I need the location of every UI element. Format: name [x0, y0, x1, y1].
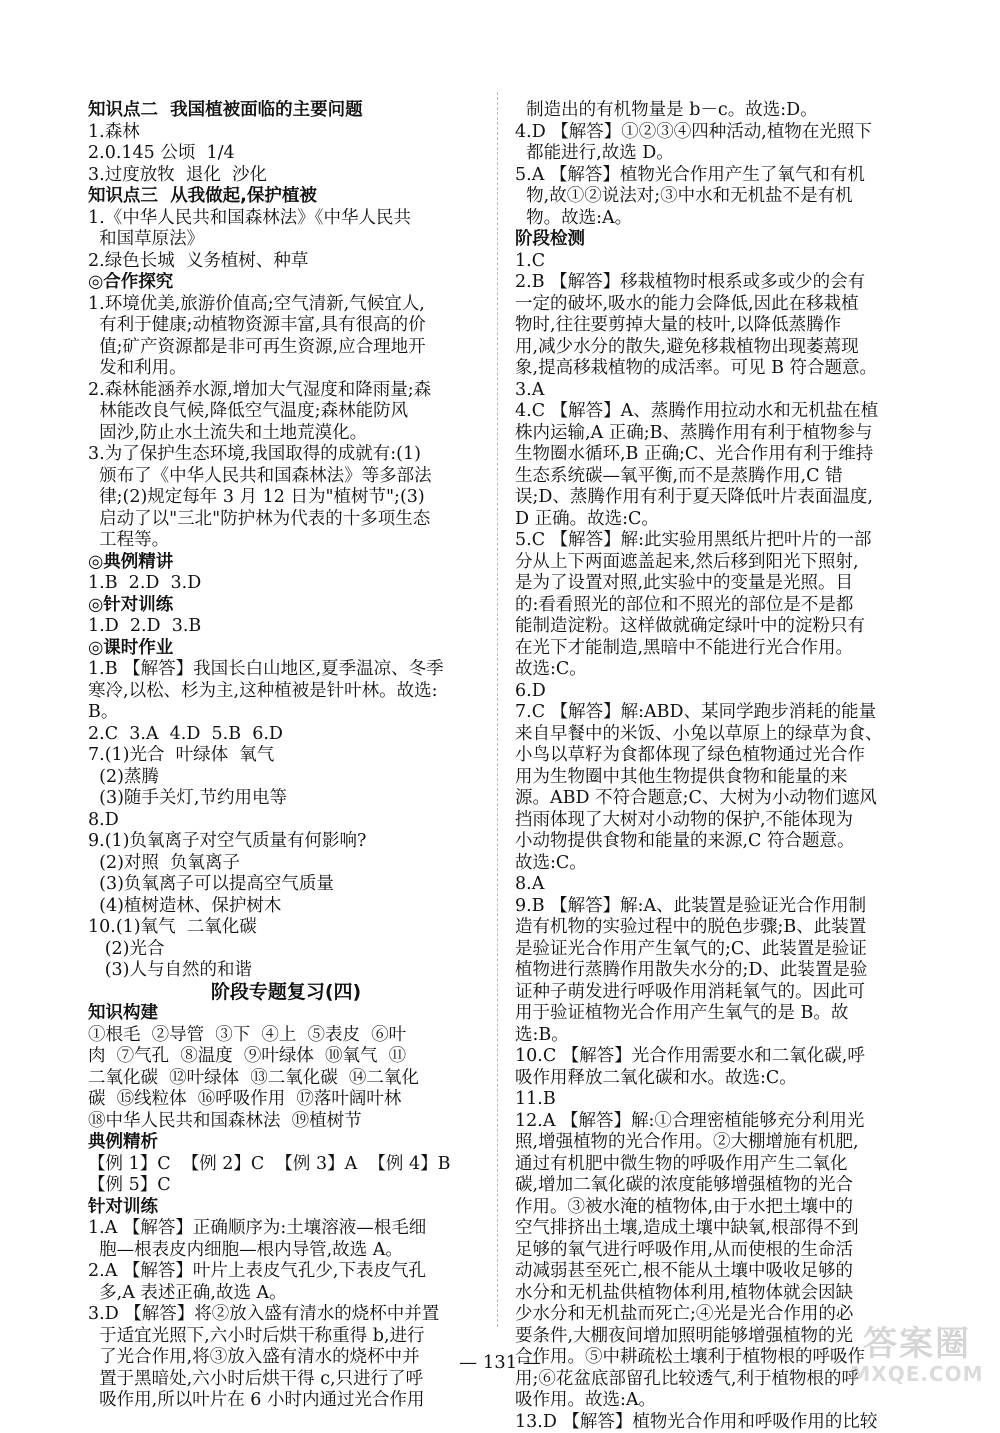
text-line: 少水分和无机盐而死亡;④光是光合作用的必 [515, 1304, 915, 1326]
text-line: 胞—根表皮内细胞—根内导管,故选 A。 [88, 1240, 484, 1262]
text-line: 用;⑥花盆底部留孔比较透气,利于植物根的呼 [515, 1369, 915, 1391]
text-line: 2.0.145 公顷 1/4 [88, 143, 484, 165]
text-line: 小动物提供食物和能量的来源,C 符合题意。 [515, 831, 915, 853]
section-heading: 针对训练 [88, 1197, 484, 1219]
text-line: 是为了设置对照,此实验中的变量是光照。目 [515, 573, 915, 595]
text-line: 1.A 【解答】正确顺序为:土壤溶液—根毛细 [88, 1218, 484, 1240]
text-line: 固沙,防止水土流失和土地荒漠化。 [88, 423, 484, 445]
chapter-title: 阶段专题复习(四) [88, 982, 484, 1004]
text-line: 用于验证植物光合作用产生氧气的是 B。故 [515, 1003, 915, 1025]
text-line: 挡雨体现了大树对小动物的保护,不能体现为 [515, 810, 915, 832]
watermark-mark: 答案圈 [842, 1326, 992, 1362]
text-line: 证种子萌发进行呼吸作用消耗氧气的。因此可 [515, 982, 915, 1004]
text-line: 物。故选:A。 [515, 208, 915, 230]
text-line: 1.D 2.D 3.B [88, 616, 484, 638]
text-line: 小鸟以草籽为食都体现了绿色植物通过光合作 [515, 745, 915, 767]
text-line: (2)蒸腾 [88, 767, 484, 789]
text-line: ⑱中华人民共和国森林法 ⑲植树节 [88, 1111, 484, 1133]
text-line: 吸作用,所以叶片在 6 小时内通过光合作用 [88, 1390, 484, 1412]
text-line: 3.D 【解答】将②放入盛有清水的烧杯中并置 [88, 1304, 484, 1326]
watermark-url: MXQE.COM [842, 1362, 992, 1386]
text-line: 2.森林能涵养水源,增加大气湿度和降雨量;森 [88, 380, 484, 402]
text-line: 误;D、蒸腾作用有利于夏天降低叶片表面温度, [515, 487, 915, 509]
section-heading: 知识构建 [88, 1003, 484, 1025]
text-line: 10.C 【解答】光合作用需要水和二氧化碳,呼 [515, 1046, 915, 1068]
text-line: 水分和无机盐供植物体利用,植物体就会因缺 [515, 1283, 915, 1305]
text-line: 植物进行蒸腾作用散失水分的;D、此装置是验 [515, 960, 915, 982]
text-line: 了光合作用,将③放入盛有清水的烧杯中并 [88, 1347, 484, 1369]
text-line: 6.D [515, 681, 915, 703]
text-line: 要条件,大棚夜间增加照明能够增强植物的光 [515, 1326, 915, 1348]
text-line: 动减弱甚至死亡,根不能从土壤中吸收足够的 [515, 1261, 915, 1283]
text-line: 肉 ⑦气孔 ⑧温度 ⑨叶绿体 ⑩氧气 ⑪ [88, 1046, 484, 1068]
text-line: 空气排挤出土壤,造成土壤中缺氧,根部得不到 [515, 1218, 915, 1240]
text-line: 7.C 【解答】解:ABD、某同学跑步消耗的能量 [515, 702, 915, 724]
section-heading: ◎课时作业 [88, 638, 484, 660]
text-line: 用为生物圈中其他生物提供食物和能量的来 [515, 767, 915, 789]
text-line: 4.D 【解答】①②③④四种活动,植物在光照下 [515, 122, 915, 144]
text-line: 3.A [515, 380, 915, 402]
text-line: 2.C 3.A 4.D 5.B 6.D [88, 724, 484, 746]
text-line: 【例 5】C [88, 1175, 484, 1197]
text-line: 8.A [515, 874, 915, 896]
text-line: 2.A 【解答】叶片上表皮气孔少,下表皮气孔 [88, 1261, 484, 1283]
section-heading: 知识点三 从我做起,保护植被 [88, 186, 484, 208]
text-line: 有利于健康;动植物资源丰富,具有很高的价 [88, 315, 484, 337]
text-line: (3)随手关灯,节约用电等 [88, 788, 484, 810]
text-line: 11.B [515, 1089, 915, 1111]
text-line: 12.A 【解答】解:①合理密植能够充分利用光 [515, 1111, 915, 1133]
text-line: 吸作用释放二氧化碳和水。故选:C。 [515, 1068, 915, 1090]
section-heading: 典例精析 [88, 1132, 484, 1154]
text-line: 9.(1)负氧离子对空气质量有何影响? [88, 831, 484, 853]
text-line: 启动了以"三北"防护林为代表的十多项生态 [88, 509, 484, 531]
text-line: 故选:C。 [515, 853, 915, 875]
text-line: 于适宜光照下,六小时后烘干称重得 b,进行 [88, 1326, 484, 1348]
text-line: 2.绿色长城 义务植树、种草 [88, 251, 484, 273]
section-heading: 知识点二 我国植被面临的主要问题 [88, 100, 484, 122]
text-line: 林能改良气候,降低空气温度;森林能防风 [88, 401, 484, 423]
text-line: 象,提高移栽植物的成活率。可见 B 符合题意。 [515, 358, 915, 380]
section-heading: ◎针对训练 [88, 595, 484, 617]
text-line: ①根毛 ②导管 ③下 ④上 ⑤表皮 ⑥叶 [88, 1025, 484, 1047]
text-line: 源。ABD 不符合题意;C、大树为小动物们遮风 [515, 788, 915, 810]
text-line: 用,减少水分的散失,避免移栽植物出现萎蔫现 [515, 337, 915, 359]
section-heading: 阶段检测 [515, 229, 915, 251]
text-line: 3.过度放牧 退化 沙化 [88, 165, 484, 187]
text-line: 2.B 【解答】移栽植物时根系或多或少的会有 [515, 272, 915, 294]
text-line: 足够的氧气进行呼吸作用,从而使根的生命活 [515, 1240, 915, 1262]
column-divider [497, 92, 498, 1327]
text-line: (3)人与自然的和谐 [88, 960, 484, 982]
text-line: 【例 1】C 【例 2】C 【例 3】A 【例 4】B [88, 1154, 484, 1176]
text-line: 通过有机肥中微生物的呼吸作用产生二氧化 [515, 1154, 915, 1176]
text-line: 的:看看照光的部位和不照光的部位是不是都 [515, 595, 915, 617]
section-heading: ◎合作探究 [88, 272, 484, 294]
page-number: — 131 — [0, 1352, 1000, 1373]
text-line: 1.B 2.D 3.D [88, 573, 484, 595]
text-line: 碳 ⑮线粒体 ⑯呼吸作用 ⑰落叶阔叶林 [88, 1089, 484, 1111]
text-line: 合作用。⑤中耕疏松土壤利于植物根的呼吸作 [515, 1347, 915, 1369]
text-line: 选:B。 [515, 1025, 915, 1047]
text-line: 二氧化碳 ⑫叶绿体 ⑬二氧化碳 ⑭二氧化 [88, 1068, 484, 1090]
text-line: 分从上下两面遮盖起来,然后移到阳光下照射, [515, 552, 915, 574]
section-heading: ◎典例精讲 [88, 552, 484, 574]
text-line: 7.(1)光合 叶绿体 氧气 [88, 745, 484, 767]
text-line: 生物圈水循环,B 正确;C、光合作用有利于维持 [515, 444, 915, 466]
text-line: 多,A 表述正确,故选 A。 [88, 1283, 484, 1305]
text-line: 在光下才能制造,黑暗中不能进行光合作用。 [515, 638, 915, 660]
text-line: 制造出的有机物量是 b－c。故选:D。 [515, 100, 915, 122]
text-line: 工程等。 [88, 530, 484, 552]
text-line: 作用。③被水淹的植物体,由于水把土壤中的 [515, 1197, 915, 1219]
text-line: 3.为了保护生态环境,我国取得的成就有:(1) [88, 444, 484, 466]
text-line: 10.(1)氧气 二氧化碳 [88, 917, 484, 939]
text-line: 能制造淀粉。这样做就确定绿叶中的淀粉只有 [515, 616, 915, 638]
watermark-logo [842, 1326, 992, 1394]
text-line: 都能进行,故选 D。 [515, 143, 915, 165]
left-column [88, 100, 484, 1412]
text-line: 吸作用。故选:A。 [515, 1390, 915, 1412]
text-line: 1.B 【解答】我国长白山地区,夏季温凉、冬季 [88, 659, 484, 681]
text-line: (2)对照 负氧离子 [88, 853, 484, 875]
text-line: D 正确。故选:C。 [515, 509, 915, 531]
right-column [515, 100, 915, 1433]
text-line: 碳,增加二氧化碳的浓度能够增强植物的光合 [515, 1175, 915, 1197]
text-line: 值;矿产资源都是非可再生资源,应合理地开 [88, 337, 484, 359]
text-line: 颁布了《中华人民共和国森林法》等多部法 [88, 466, 484, 488]
text-line: 5.C 【解答】解:此实验用黑纸片把叶片的一部 [515, 530, 915, 552]
text-line: 1.环境优美,旅游价值高;空气清新,气候宜人, [88, 294, 484, 316]
text-line: 来自早餐中的米饭、小兔以草原上的绿草为食、 [515, 724, 915, 746]
text-line: 照,增强植物的光合作用。②大棚增施有机肥, [515, 1132, 915, 1154]
text-line: (4)植树造林、保护树木 [88, 896, 484, 918]
text-line: 5.A 【解答】植物光合作用产生了氧气和有机 [515, 165, 915, 187]
text-line: 株内运输,A 正确;B、蒸腾作用有利于植物参与 [515, 423, 915, 445]
text-line: 物,故①②说法对;③中水和无机盐不是有机 [515, 186, 915, 208]
text-line: 1.C [515, 251, 915, 273]
text-line: 生态系统碳—氧平衡,而不是蒸腾作用,C 错 [515, 466, 915, 488]
text-line: 8.D [88, 810, 484, 832]
text-line: 律;(2)规定每年 3 月 12 日为"植树节";(3) [88, 487, 484, 509]
text-line: 4.C 【解答】A、蒸腾作用拉动水和无机盐在植 [515, 401, 915, 423]
text-line: (2)光合 [88, 939, 484, 961]
text-line: 发和利用。 [88, 358, 484, 380]
text-line: 是验证光合作用产生氧气的;C、此装置是验证 [515, 939, 915, 961]
text-line: 物时,往往要剪掉大量的枝叶,以降低蒸腾作 [515, 315, 915, 337]
text-line: 造有机物的实验过程中的脱色步骤;B、此装置 [515, 917, 915, 939]
text-line: 和国草原法》 [88, 229, 484, 251]
text-line: 13.D 【解答】植物光合作用和呼吸作用的比较 [515, 1412, 915, 1433]
text-line: 故选:C。 [515, 659, 915, 681]
text-line: 一定的破坏,吸水的能力会降低,因此在移栽植 [515, 294, 915, 316]
text-line: 置于黑暗处,六小时后烘干得 c,只进行了呼 [88, 1369, 484, 1391]
text-line: 寒冷,以松、杉为主,这种植被是针叶林。故选: [88, 681, 484, 703]
text-line: B。 [88, 702, 484, 724]
text-line: 1.《中华人民共和国森林法》《中华人民共 [88, 208, 484, 230]
text-line: (3)负氧离子可以提高空气质量 [88, 874, 484, 896]
text-line: 1.森林 [88, 122, 484, 144]
text-line: 9.B 【解答】解:A、此装置是验证光合作用制 [515, 896, 915, 918]
